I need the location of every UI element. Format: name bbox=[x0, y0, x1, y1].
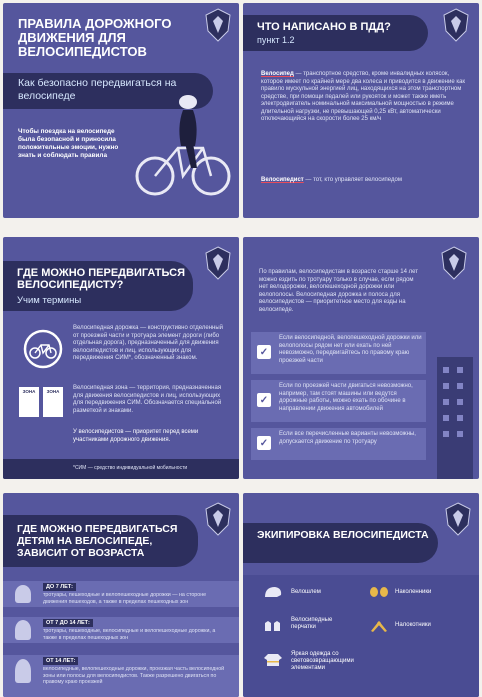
rule-item: Если по проезжей части двигаться невозможно, например, там стоят машины или ведутся дорожные работы, можно ехать по обочине в направлении движения автомобилей bbox=[279, 383, 413, 412]
rule-item: Если все перечисленные варианты невозможны, допускается движение по тротуару bbox=[279, 431, 416, 445]
police-emblem-icon bbox=[203, 245, 233, 281]
elbow-pads-icon bbox=[369, 619, 389, 633]
equipment-label: Велосипедные перчатки bbox=[291, 617, 333, 630]
def-bike: — транспортное средство, кроме инвалидных колясок, которое имеет по крайней мере два колеса и приводится в движение как правило мускульной энергией лиц, находящихся на этом транспортном средстве, при помощи педалей или рукояток и может также иметь электродвигатель номинальной максимальной мощностью в режиме длительной нагрузки, не превышающей 0,25 кВт, автоматически отключающийся на скорости более 25 км/ч bbox=[261, 71, 466, 122]
card-title: ПРАВИЛА ДОРОЖНОГО ДВИЖЕНИЯ ДЛЯ ВЕЛОСИПЕДИСТОВ bbox=[18, 16, 172, 59]
equipment-label: Налокотники bbox=[395, 622, 431, 628]
term-cyclist: Велосипедист bbox=[261, 177, 304, 183]
rule-item: Если велосипедной, велопешеходной дорожки или велополосы рядом нет или ехать по ней невозможно, передвигайтесь по правому краю проезжей части bbox=[279, 335, 422, 364]
card-title: ЭКИПИРОВКА ВЕЛОСИПЕДИСТА bbox=[257, 529, 429, 541]
card-subtitle: Учим термины bbox=[17, 295, 82, 306]
term-bike-zone: Велосипедная зона — территория, предназначенная для движения велосипедистов и лиц, использующих для передвижения СИМ. Обозначается специальной разметкой и знаками. bbox=[73, 385, 222, 414]
gloves-icon bbox=[263, 619, 283, 633]
card-rules-intro bbox=[3, 3, 239, 218]
reflective-clothing-icon bbox=[263, 653, 283, 667]
card-terms bbox=[3, 237, 239, 479]
footnote: *СИМ — средство индивидуальной мобильности bbox=[73, 465, 188, 471]
equipment-label: Велошлем bbox=[291, 589, 321, 595]
police-emblem-icon bbox=[203, 7, 233, 43]
age-label: ДО 7 ЛЕТ: bbox=[43, 583, 76, 591]
age-text: тротуары, пешеходные и велопешеходные дорожки — на стороне движения пешеходов, а также в пределах пешеходных зон bbox=[43, 592, 207, 605]
zone-sign-text: ЗОНА bbox=[22, 389, 36, 394]
building-illustration bbox=[431, 347, 479, 479]
card-where-to-ride bbox=[243, 237, 479, 479]
age-label: ОТ 14 ЛЕТ: bbox=[43, 657, 78, 665]
cyclist-definition bbox=[261, 177, 466, 185]
card-title: ГДЕ МОЖНО ПЕРЕДВИГАТЬСЯ ВЕЛОСИПЕДИСТУ? bbox=[17, 267, 186, 291]
card-body: Чтобы поездка на велосипеде была безопасной и приносила положительные эмоции, нужно знать и соблюдать правила bbox=[18, 128, 119, 159]
card-title: ГДЕ МОЖНО ПЕРЕДВИГАТЬСЯ ДЕТЯМ НА ВЕЛОСИПЕДЕ, ЗАВИСИТ ОТ ВОЗРАСТА bbox=[17, 523, 178, 559]
police-emblem-icon bbox=[203, 501, 233, 537]
checkbox-icon: ✓ bbox=[257, 393, 271, 407]
term-bike: Велосипед bbox=[261, 71, 294, 77]
checkbox-icon: ✓ bbox=[257, 436, 271, 450]
police-emblem-icon bbox=[443, 501, 473, 537]
term-bike-path: Велосипедная дорожка — конструктивно отделенный от проезжей части и тротуара элемент дороги (либо отдельная дорога), предназначенный для движения велосипедистов и лиц, использующих для передвижения СИМ*, обозначенный знаком. bbox=[73, 325, 223, 361]
knee-pads-icon bbox=[369, 585, 389, 599]
child-medium-icon bbox=[15, 620, 31, 640]
checkbox-icon: ✓ bbox=[257, 345, 271, 359]
card-subtitle: пункт 1.2 bbox=[257, 35, 295, 45]
police-emblem-icon bbox=[441, 7, 471, 43]
police-emblem-icon bbox=[439, 245, 469, 281]
card-pdd-definitions bbox=[243, 3, 479, 218]
bike-zone-sign-end bbox=[43, 387, 63, 417]
age-text: велосипедные, велопешеходные дорожки, проезжая часть велосипедной зоны или полосы для велосипедистов. Также разрешено двигаться по правому краю проезжей bbox=[43, 666, 225, 685]
equipment-label: Наколенники bbox=[395, 589, 432, 595]
equipment-label: Яркая одежда со световозвращающими элементами bbox=[291, 651, 354, 671]
bike-zone-sign-start bbox=[19, 387, 39, 417]
age-text: тротуары, пешеходные, велосипедные и велопешеходные дорожки, а также в пределах пешеходных зон bbox=[43, 628, 216, 641]
card-equipment bbox=[243, 493, 479, 697]
teen-icon bbox=[15, 659, 31, 683]
priority-note: У велосипедистов — приоритет перед всеми участниками дорожного движения. bbox=[73, 429, 199, 443]
cyclist-illustration bbox=[133, 88, 233, 203]
zone-sign-text: ЗОНА bbox=[46, 389, 60, 394]
card-title: ЧТО НАПИСАНО В ПДД? bbox=[257, 21, 391, 33]
age-label: ОТ 7 ДО 14 ЛЕТ: bbox=[43, 619, 93, 627]
helmet-icon bbox=[263, 585, 283, 599]
child-small-icon bbox=[15, 585, 31, 603]
bike-path-sign-icon bbox=[23, 329, 63, 369]
bike-definition bbox=[261, 71, 466, 124]
intro-text: По правилам, велосипедистам в возрасте старше 14 лет можно ездить по тротуару только в случае, если рядом нет велодорожки, велопешеходной дорожки или велополосы. Велосипедная дорожка и полоса для велосипедистов — приоритетное место для езды на велосипеде. bbox=[259, 269, 418, 313]
card-subtitle: Как безопасно передвигаться на велосипеде bbox=[18, 77, 177, 102]
card-children-ages bbox=[3, 493, 239, 697]
def-cyclist: — тот, кто управляет велосипедом bbox=[303, 177, 402, 183]
